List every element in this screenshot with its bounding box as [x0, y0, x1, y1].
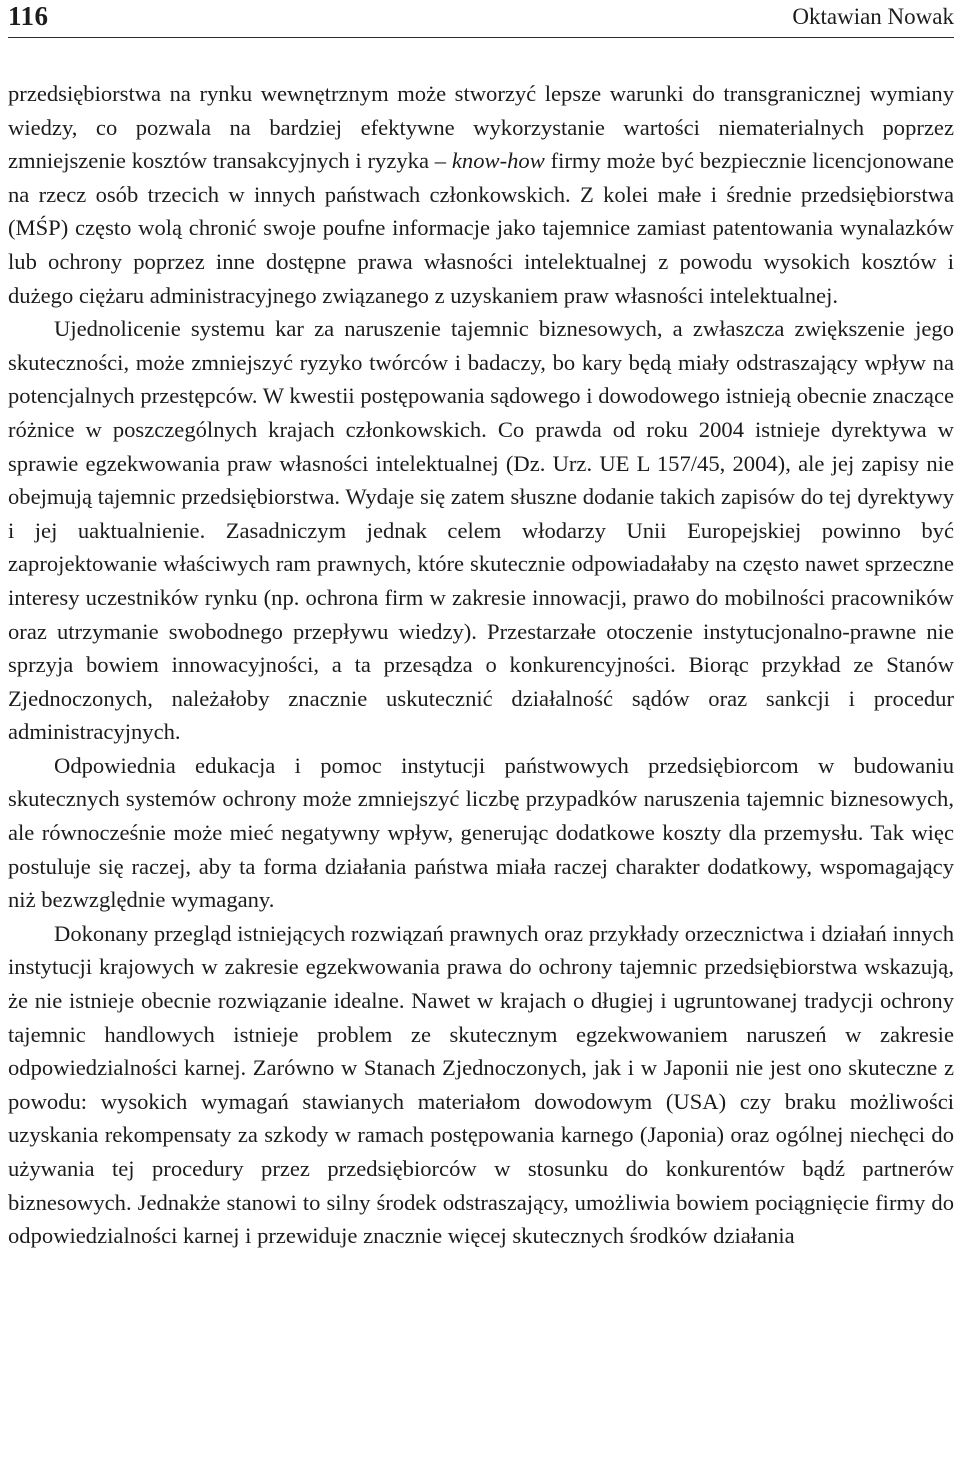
text-segment: Ujednolicenie systemu kar za naruszenie tajemnic biznesowych, a zwłaszcza zwiększenie jego skuteczności, może zmniejszyć ryzyko twórców i badaczy, bo kary będą miały odstraszający wpływ na potencjalnych przestępców. W kwestii postępowania sądowego i dowodowego istnieją obecnie znaczące różnice w poszczególnych krajach członkowskich. Co prawda od roku 2004 istnieje dyrektywa w sprawie egzekwowania praw własności intelektualnej (Dz. Urz. UE L 157/45, 2004), ale jej zapisy nie obejmują tajemnic przedsiębiorstwa. Wydaje się zatem słuszne dodanie takich zapisów do tej dyrektywy i jej uaktualnienie. Zasadniczym jednak celem włodarzy Unii Europejskiej powinno być zaprojektowanie właściwych ram prawnych, które skutecznie odpowiadałaby na często nawet sprzeczne interesy uczestników rynku (np. ochrona firm w zakresie innowacji, prawo do mobilności pracowników oraz utrzymanie swobodnego przepływu wiedzy). Przestarzałe otoczenie instytucjonalno-prawne nie sprzyja bowiem innowacyjności, a ta przesądza o konkurencyjności. Biorąc przykład ze Stanów Zjednoczonych, należałoby znacznie uskutecznić działalność sądów oraz sankcji i procedur administracyjnych. — [8, 316, 954, 745]
paragraph-p1 — [8, 77, 954, 312]
running-author: Oktawian Nowak — [792, 4, 954, 29]
text-segment: Dokonany przegląd istniejących rozwiązań prawnych oraz przykłady orzecznictwa i działań innych instytucji krajowych w zakresie egzekwowania prawa do ochrony tajemnic przedsiębiorstwa wskazują, że nie istnieje obecnie rozwiązanie idealne. Nawet w krajach o długiej i ugruntowanej tradycji ochrony tajemnic handlowych istnieje problem ze skutecznym egzekwowaniem naruszeń w zakresie odpowiedzialności karnej. Zarówno w Stanach Zjednoczonych, jak i w Japonii nie jest ono skuteczne z powodu: wysokich wymagań stawianych materiałom dowodowym (USA) czy braku możliwości uzyskania rekompensaty za szkody w ramach postępowania karnego (Japonia) oraz ogólnej niechęci do używania tej procedury przez przedsiębiorców w stosunku do konkurentów bądź partnerów biznesowych. Jednakże stanowi to silny środek odstraszający, umożliwia bowiem pociągnięcie firmy do odpowiedzialności karnej i przewiduje znacznie więcej skutecznych środków działania — [8, 920, 954, 1249]
document-page — [8, 0, 954, 1479]
paragraph-p3 — [8, 749, 954, 917]
running-header — [8, 0, 954, 38]
italic-term: know-how — [451, 148, 545, 174]
paragraph-p2 — [8, 312, 954, 749]
body-text — [8, 77, 954, 1253]
paragraph-p4 — [8, 917, 954, 1253]
text-segment: przedsiębiorstwa na rynku wewnętrznym może stworzyć lepsze warunki do transgranicznej wymiany wiedzy, co pozwala na bardziej efektywne wykorzystanie wartości niematerialnych poprzez zmniejszenie kosztów transakcyjnych i ryzyka – — [8, 81, 954, 174]
text-segment: Odpowiednia edukacja i pomoc instytucji państwowych przedsiębiorcom w budowaniu skutecznych systemów ochrony może zmniejszyć liczbę przypadków naruszenia tajemnic biznesowych, ale równocześnie może mieć negatywny wpływ, generując dodatkowe koszty dla przemysłu. Tak więc postuluje się raczej, aby ta forma działania państwa miała raczej charakter dodatkowy, wspomagający niż bezwzględnie wymagany. — [8, 752, 954, 913]
page-number: 116 — [8, 1, 49, 31]
text-segment: firmy może być bezpiecznie licencjonowane na rzecz osób trzecich w innych państwach członkowskich. Z kolei małe i średnie przedsiębiorstwa (MŚP) często wolą chronić swoje poufne informacje jako tajemnice zamiast patentowania wynalazków lub ochrony poprzez inne dostępne prawa własności intelektualnej z powodu wysokich kosztów i dużego ciężaru administracyjnego związanego z uzyskaniem praw własności intelektualnej. — [8, 148, 954, 308]
